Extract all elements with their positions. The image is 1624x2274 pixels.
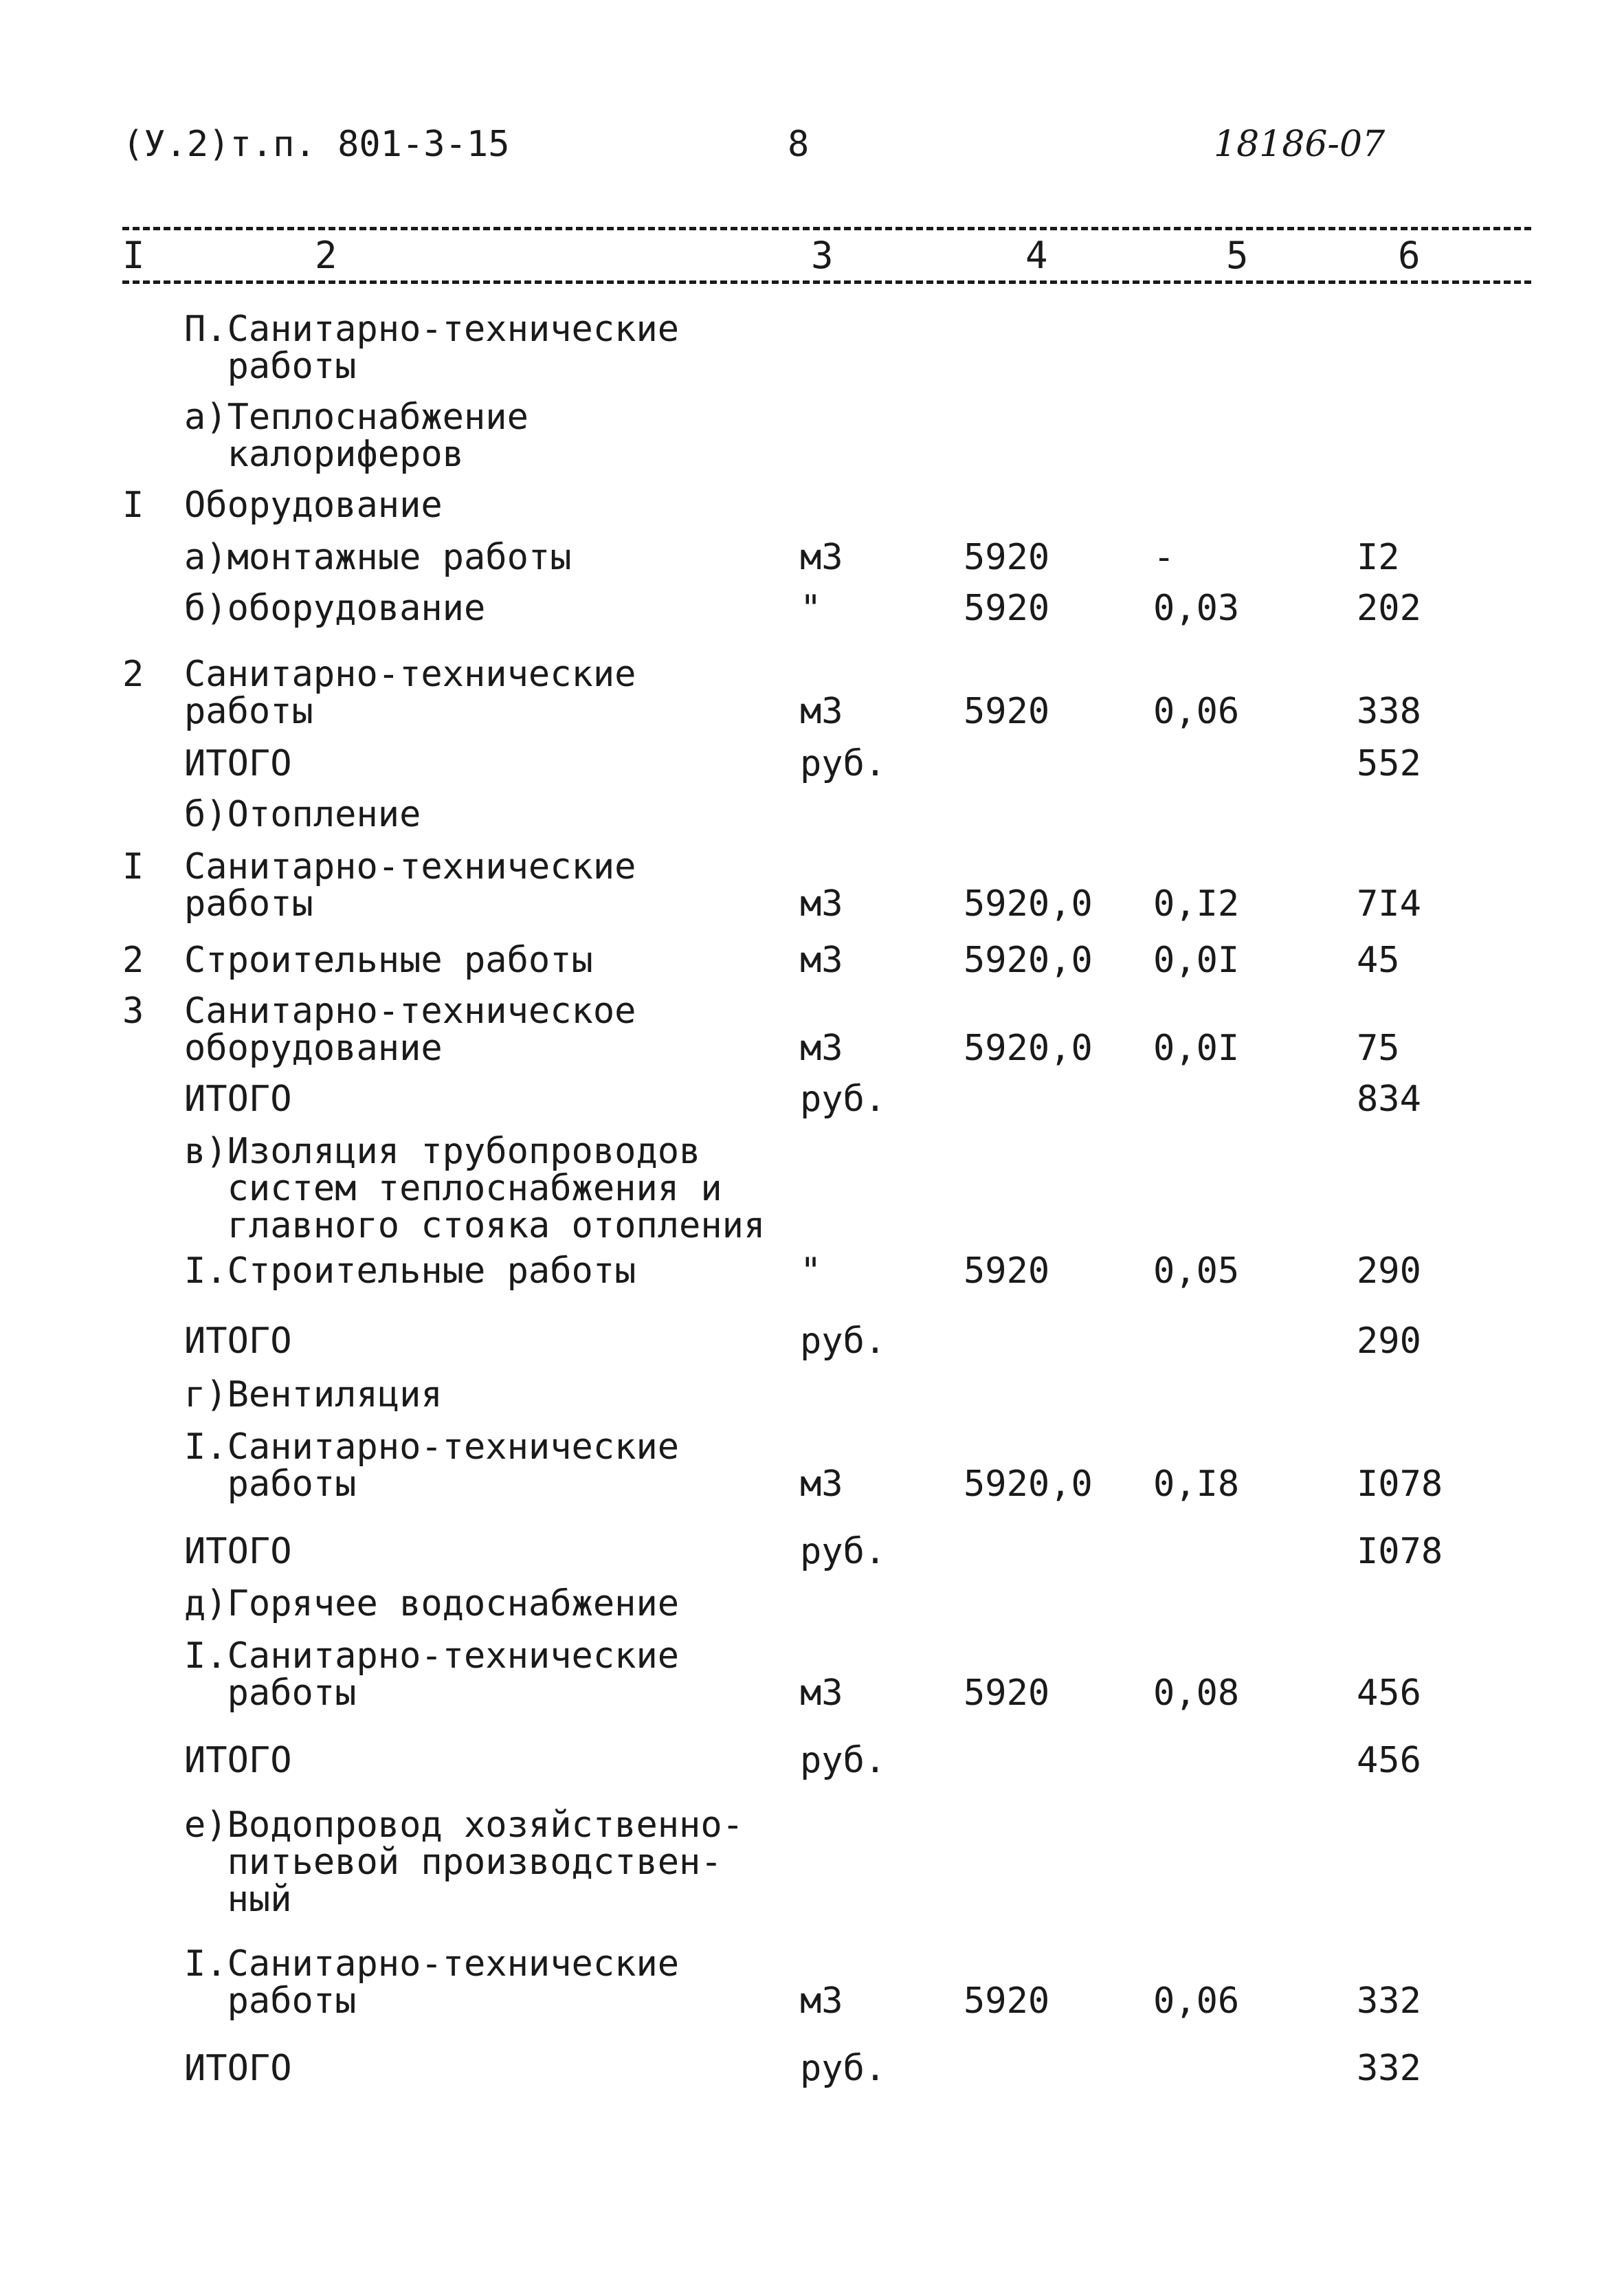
table-cell-c6: I078 <box>1357 1531 1443 1572</box>
table-cell-c2: б)оборудование <box>184 588 486 629</box>
document-code: (У.2)т.п. 801-3-15 <box>122 124 510 165</box>
table-cell-c2: I.Строительные работы <box>184 1250 636 1292</box>
table-cell-c2: Санитарно-технические работы <box>184 846 636 925</box>
table-cell-c2: Санитарно-технические работы <box>184 654 636 732</box>
table-cell-c3: м3 <box>800 537 843 578</box>
table-cell-c5: 0,0I <box>1153 1028 1240 1069</box>
table-cell-c3: руб. <box>800 1740 887 1781</box>
table-cell-c2: в)Изоляция трубопроводов систем теплоснабжения и главного стояка отопления <box>184 1131 766 1246</box>
document-number: 18186-07 <box>1214 124 1386 165</box>
table-cell-c5: - <box>1153 537 1175 578</box>
table-cell-c1: I <box>122 485 144 526</box>
table-cell-c6: 338 <box>1357 691 1421 732</box>
table-cell-c5: 0,06 <box>1153 1980 1240 2022</box>
table-cell-c3: м3 <box>800 691 843 732</box>
column-number-1: I <box>122 234 145 277</box>
table-cell-c2: а)монтажные работы <box>184 537 572 578</box>
table-cell-c4: 5920 <box>964 691 1050 732</box>
column-number-2: 2 <box>315 234 337 277</box>
table-cell-c4: 5920 <box>964 1673 1050 1714</box>
header-divider <box>122 280 1531 284</box>
table-cell-c6: 834 <box>1357 1079 1421 1120</box>
table-cell-c2: д)Горячее водоснабжение <box>184 1583 680 1624</box>
table-cell-c2: г)Вентиляция <box>184 1374 443 1415</box>
table-cell-c5: 0,05 <box>1153 1250 1240 1292</box>
table-cell-c6: 290 <box>1357 1250 1421 1292</box>
table-cell-c2: ИТОГО <box>184 1740 292 1781</box>
table-cell-c2: I.Санитарно-технические работы <box>184 1635 680 1714</box>
table-cell-c6: 332 <box>1357 2048 1421 2089</box>
table-cell-c3: м3 <box>800 1028 843 1069</box>
table-cell-c2: б)Отопление <box>184 794 421 835</box>
table-cell-c2: а)Теплоснабжение калориферов <box>184 397 529 475</box>
table-cell-c1: 2 <box>122 654 144 695</box>
column-number-5: 5 <box>1226 234 1249 277</box>
table-cell-c4: 5920 <box>964 537 1050 578</box>
table-cell-c2: Оборудование <box>184 485 443 526</box>
table-cell-c3: руб. <box>800 1531 887 1572</box>
table-cell-c2: ИТОГО <box>184 1531 292 1572</box>
table-cell-c6: I2 <box>1357 537 1400 578</box>
table-cell-c6: 45 <box>1357 940 1400 981</box>
table-cell-c3: руб. <box>800 2048 887 2089</box>
page-number: 8 <box>788 124 810 165</box>
table-cell-c5: 0,06 <box>1153 691 1240 732</box>
table-cell-c2: ИТОГО <box>184 2048 292 2089</box>
table-cell-c1: 3 <box>122 991 144 1032</box>
table-cell-c2: I.Санитарно-технические работы <box>184 1426 680 1505</box>
table-cell-c1: I <box>122 846 144 887</box>
table-cell-c4: 5920,0 <box>964 883 1093 925</box>
table-cell-c3: " <box>800 588 822 629</box>
table-cell-c3: м3 <box>800 940 843 981</box>
column-number-3: 3 <box>811 234 834 277</box>
table-cell-c4: 5920 <box>964 1250 1050 1292</box>
table-cell-c2: Санитарно-техническое оборудование <box>184 991 636 1069</box>
table-cell-c2: ИТОГО <box>184 1079 292 1120</box>
table-cell-c3: " <box>800 1250 822 1292</box>
table-cell-c6: I078 <box>1357 1464 1443 1505</box>
table-cell-c3: м3 <box>800 1673 843 1714</box>
table-cell-c3: м3 <box>800 1980 843 2022</box>
table-cell-c4: 5920,0 <box>964 1464 1093 1505</box>
table-cell-c3: м3 <box>800 1464 843 1505</box>
table-cell-c4: 5920,0 <box>964 940 1093 981</box>
table-cell-c2: ИТОГО <box>184 743 292 784</box>
column-number-6: 6 <box>1398 234 1421 277</box>
table-cell-c1: 2 <box>122 940 144 981</box>
table-cell-c2: ИТОГО <box>184 1321 292 1362</box>
table-cell-c3: м3 <box>800 883 843 925</box>
table-cell-c6: 75 <box>1357 1028 1400 1069</box>
table-cell-c4: 5920 <box>964 1980 1050 2022</box>
table-cell-c5: 0,03 <box>1153 588 1240 629</box>
table-cell-c6: 456 <box>1357 1673 1421 1714</box>
top-divider <box>122 227 1531 230</box>
table-cell-c5: 0,08 <box>1153 1673 1240 1714</box>
column-number-4: 4 <box>1025 234 1048 277</box>
table-cell-c2: Строительные работы <box>184 940 593 981</box>
table-cell-c2: е)Водопровод хозяйственно- питьевой производствен- ный <box>184 1804 744 1920</box>
table-cell-c2: I.Санитарно-технические работы <box>184 1943 680 2022</box>
table-cell-c5: 0,I8 <box>1153 1464 1240 1505</box>
table-cell-c3: руб. <box>800 743 887 784</box>
table-cell-c4: 5920 <box>964 588 1050 629</box>
table-cell-c6: 202 <box>1357 588 1421 629</box>
table-cell-c3: руб. <box>800 1321 887 1362</box>
table-cell-c3: руб. <box>800 1079 887 1120</box>
table-cell-c4: 5920,0 <box>964 1028 1093 1069</box>
table-cell-c6: 552 <box>1357 743 1421 784</box>
table-cell-c6: 290 <box>1357 1321 1421 1362</box>
table-cell-c6: 332 <box>1357 1980 1421 2022</box>
table-cell-c6: 456 <box>1357 1740 1421 1781</box>
table-cell-c2: П.Санитарно-технические работы <box>184 309 680 387</box>
table-cell-c6: 7I4 <box>1357 883 1421 925</box>
table-cell-c5: 0,I2 <box>1153 883 1240 925</box>
table-cell-c5: 0,0I <box>1153 940 1240 981</box>
